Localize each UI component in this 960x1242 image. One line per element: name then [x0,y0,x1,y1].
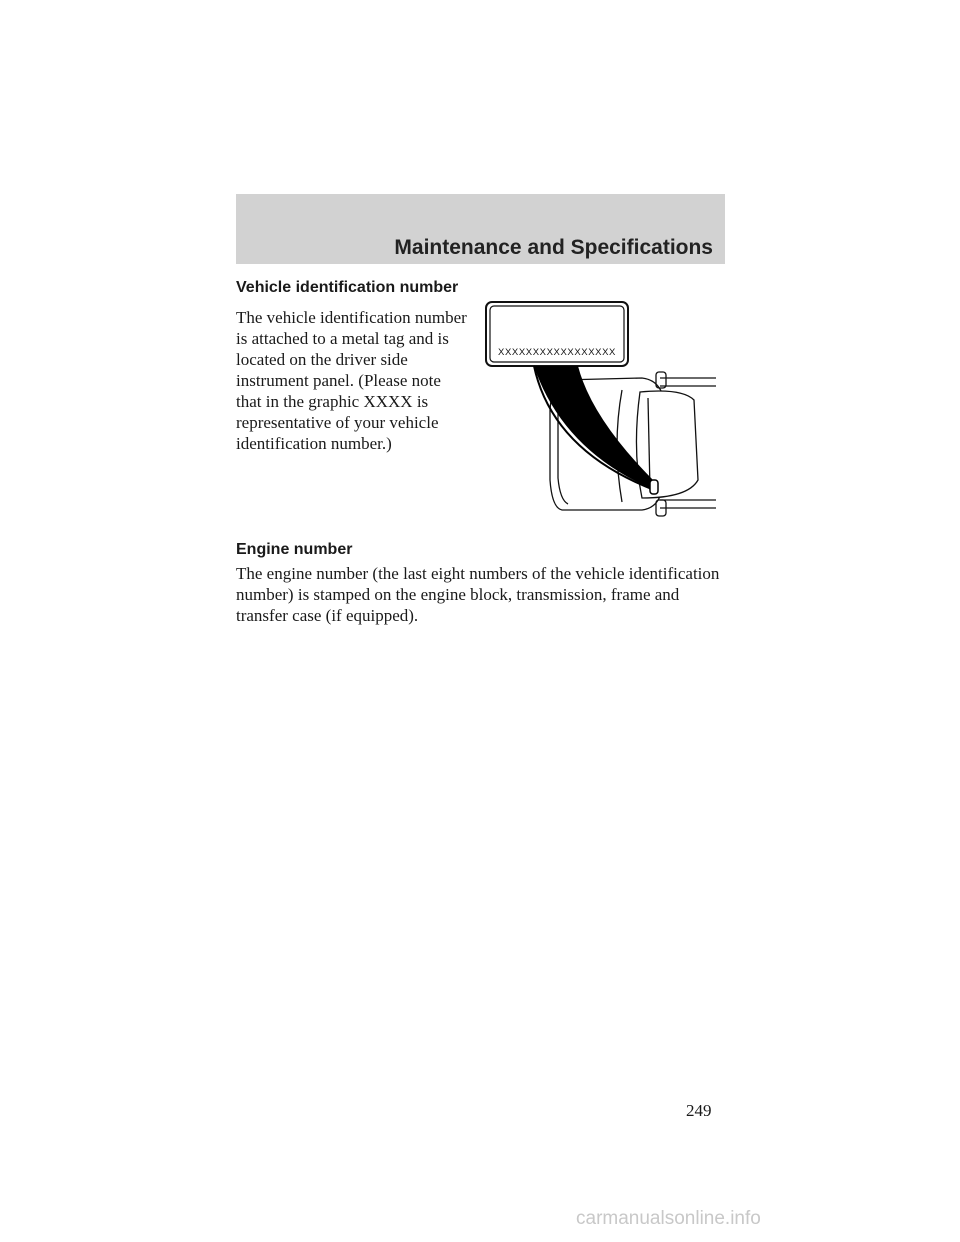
page-title: Maintenance and Specifications [394,236,713,259]
section-heading-engine: Engine number [236,541,353,558]
section-heading-vin: Vehicle identification number [236,279,459,296]
engine-paragraph: The engine number (the last eight numbers of the vehicle identification number) is stamped on the engine block, transmission, frame and transfer case (if equipped). [236,564,720,625]
page-number: 249 [686,1101,712,1120]
header-band [236,194,725,264]
watermark[interactable]: carmanualsonline.info [576,1208,761,1229]
vin-location-marker [650,480,658,494]
vin-tag-text: XXXXXXXXXXXXXXXXX [498,347,616,358]
vin-location-illustration [482,300,718,530]
vin-paragraph: The vehicle identification number is attached to a metal tag and is located on the driver side instrument panel. (Please note that in the graphic XXXX is representative of your vehicle identification number.) [236,308,467,453]
